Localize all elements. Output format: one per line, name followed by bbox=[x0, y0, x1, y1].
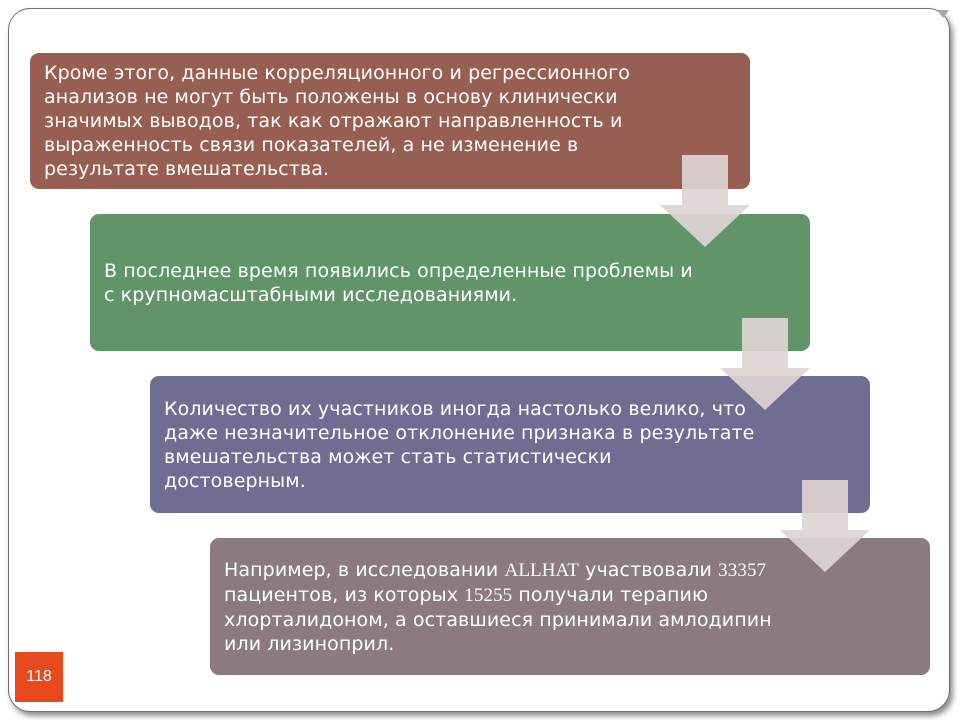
process-step-3-text: Количество их участников иногда настолько велико, что даже незначительное отклонение признака в результате вмешательства может стать статистически достоверным. bbox=[164, 397, 755, 492]
chlorthalidone-group-count: 15255 bbox=[464, 584, 513, 606]
step-4-text-part-3: пациентов, из которых bbox=[224, 583, 459, 606]
process-step-2-text: В последнее время появились определенные проблемы и с крупномасштабными исследованиями. bbox=[104, 259, 693, 306]
process-step-4-text bbox=[224, 558, 772, 656]
down-arrow-icon-3 bbox=[780, 480, 870, 572]
study-name: ALLHAT bbox=[504, 559, 579, 581]
step-4-text-part-1: Например, в исследовании bbox=[224, 558, 505, 581]
page-number: 118 bbox=[26, 668, 52, 685]
step-4-text-part-4: получали терапию хлорталидоном, а оставшиеся принимали амлодипин или лизиноприл. bbox=[224, 583, 772, 655]
step-4-text-part-2: участвовали bbox=[578, 558, 719, 581]
corner-triangle-icon bbox=[937, 10, 949, 18]
participants-count: 33357 bbox=[718, 559, 767, 581]
process-step-1 bbox=[30, 53, 750, 189]
down-arrow-icon-1 bbox=[660, 155, 750, 247]
process-step-1-text: Кроме этого, данные корреляционного и регрессионного анализов не могут быть положены в основу клинически значимых выводов, так как отражают направленность и выраженность связи показателей, а не изменение в результате вмешательства. bbox=[44, 62, 630, 180]
down-arrow-icon-2 bbox=[720, 318, 810, 410]
page-number-badge bbox=[15, 652, 63, 702]
